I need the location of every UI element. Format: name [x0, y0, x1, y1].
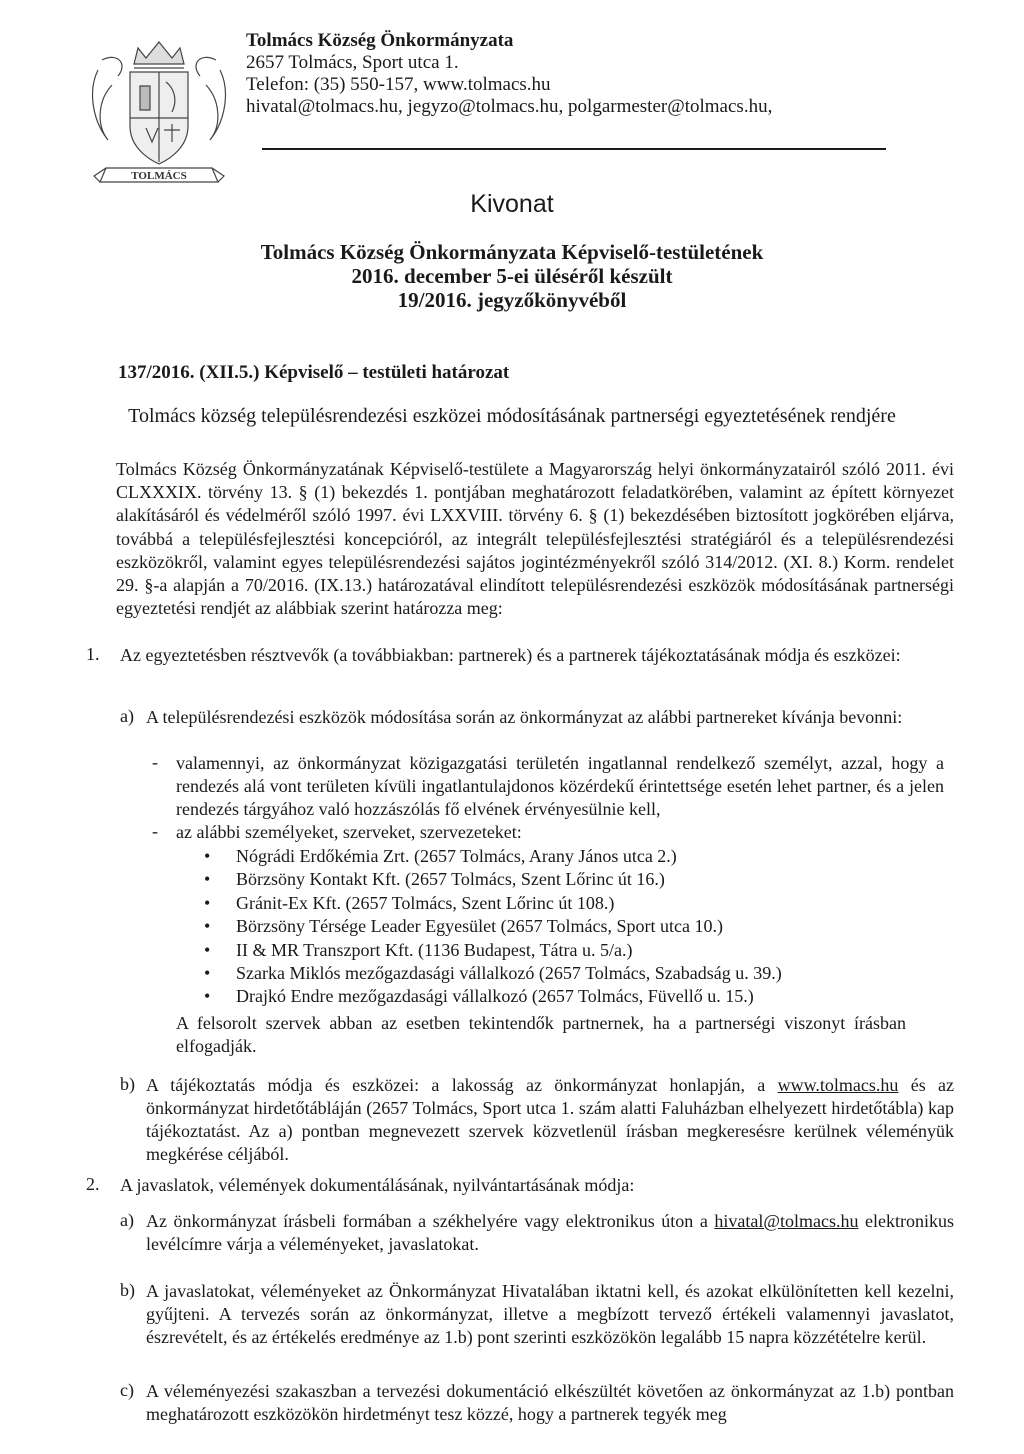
email-link[interactable]: hivatal@tolmacs.hu	[714, 1211, 859, 1231]
list-item: • Nógrádi Erdőkémia Zrt. (2657 Tolmács, Arany János utca 2.)	[204, 845, 782, 868]
partner-list-note: A felsorolt szervek abban az esetben tekintendők partnernek, ha a partnerségi viszonyt írásban elfogadják.	[176, 1013, 906, 1056]
coat-of-arms-image	[88, 30, 230, 195]
section-1b-pre: A tájékoztatás módja és eszközei: a lakosság az önkormányzat honlapján, a	[146, 1075, 778, 1095]
phone-web: Telefon: (35) 550-157, www.tolmacs.hu	[246, 74, 551, 95]
crest-banner-text: TOLMÁCS	[131, 170, 187, 182]
section-2b-text: A javaslatokat, véleményeket az Önkormányzat Hivatalában iktatni kell, és azokat elkülönítetten kell kezelni, gyűjteni. A tervezés során az önkormányzat, illetve a megbízott tervező értékeli valamennyi javaslatot, észrevételt, és az értékelés eredménye az 1.b) pont szerinti eszközökön legalább 15 napra közzétételre kerül.	[146, 1281, 954, 1347]
list-item: • Drajkó Endre mezőgazdasági vállalkozó (2657 Tolmács, Füvellő u. 15.)	[204, 985, 782, 1008]
section-1-number: 1.	[86, 644, 100, 664]
partner-list	[204, 845, 782, 1009]
section-2b-label: b)	[120, 1280, 135, 1300]
section-2c-text: A véleményezési szakaszban a tervezési dokumentáció elkészültét követően az önkormányzat az 1.b) pontban meghatározott eszközökön hirdetményt tesz közzé, hogy a partnerek tegyék meg	[146, 1381, 954, 1424]
document-title: Kivonat	[470, 190, 554, 218]
dash-marker-1: -	[152, 752, 158, 772]
website-link[interactable]: www.tolmacs.hu	[777, 1075, 899, 1095]
section-1a-text: A településrendezési eszközök módosítása során az önkormányzat az alábbi partnereket kívánja bevonni:	[146, 707, 903, 727]
resolution-subject: Tolmács község településrendezési eszközei módosításának partnerségi egyeztetésének rendjére	[128, 405, 896, 427]
subtitle-line-3: 19/2016. jegyzőkönyvéből	[397, 288, 627, 312]
section-1a-label: a)	[120, 706, 134, 726]
header-divider	[262, 148, 886, 150]
section-2a-label: a)	[120, 1210, 134, 1230]
section-1b-post: és az önkormányzat hirdetőtábláján (2657 Tolmács, Sport utca 1. szám alatti Faluházban elhelyezett hirdetőtábla) kap tájékoztatást. Az a) pontban megnevezett szervek közvetlenül írásban megkeresésre kerülnek véleményük megkérése céljából.	[146, 1075, 954, 1164]
list-item: • Szarka Miklós mezőgazdasági vállalkozó (2657 Tolmács, Szabadság u. 39.)	[204, 962, 782, 985]
list-item: • Börzsöny Kontakt Kft. (2657 Tolmács, Szent Lőrinc út 16.)	[204, 868, 782, 891]
section-2a-post: elektronikus levélcímre várja a véleményeket, javaslatokat.	[146, 1211, 955, 1254]
list-item: • Gránit-Ex Kft. (2657 Tolmács, Szent Lőrinc út 108.)	[204, 892, 782, 915]
section-2-number: 2.	[86, 1174, 100, 1194]
letterhead	[246, 30, 886, 118]
intro-paragraph: Tolmács Község Önkormányzatának Képviselő-testülete a Magyarország helyi önkormányzatairól szóló 2011. évi CLXXXIX. törvény 13. § (1) bekezdés 1. pontjában meghatározott feladatkörében, valamint az épített környezet alakításáról és védelméről szóló 1997. évi LXXVIII. törvény 6. § (1) bekezdésében biztosított jogkörében eljárva, továbbá a településfejlesztési koncepcióról, az integrált településfejlesztési stratégiáról és a településrendezési eszközökről, valamint egyes településrendezési sajátos jogintézményekről szóló 314/2012. (XI. 8.) Korm. rendelet 29. §-a alapján a 70/2016. (IX.13.) határozatával elindított településrendezési eszközök módosításának partnerségi egyeztetési rendjét az alábbiak szerint határozza meg:	[116, 459, 954, 619]
section-1a-dash-2: az alábbi személyeket, szerveket, szervezeteket:	[176, 822, 522, 842]
dash-marker-2: -	[152, 821, 158, 841]
section-2a-pre: Az önkormányzat írásbeli formában a székhelyére vagy elektronikus úton a	[146, 1211, 715, 1231]
list-item: • II & MR Transzport Kft. (1136 Budapest, Tátra u. 5/a.)	[204, 939, 782, 962]
section-1-text: Az egyeztetésben résztvevők (a továbbiakban: partnerek) és a partnerek tájékoztatásának módja és eszközei:	[120, 645, 901, 665]
section-2-text: A javaslatok, vélemények dokumentálásának, nyilvántartásának módja:	[120, 1175, 635, 1195]
organization-name: Tolmács Község Önkormányzata	[246, 30, 514, 51]
section-1b-text	[146, 1074, 954, 1166]
subtitle-line-2: 2016. december 5-ei üléséről készült	[351, 264, 673, 288]
document-subtitle	[0, 240, 1024, 312]
section-2c-label: c)	[120, 1380, 134, 1400]
section-2a-text	[146, 1210, 954, 1256]
list-item: • Börzsöny Térsége Leader Egyesület (2657 Tolmács, Sport utca 10.)	[204, 915, 782, 938]
email-addresses: hivatal@tolmacs.hu, jegyzo@tolmacs.hu, polgarmester@tolmacs.hu,	[246, 96, 773, 117]
address: 2657 Tolmács, Sport utca 1.	[246, 52, 459, 73]
section-1b-label: b)	[120, 1074, 135, 1094]
subtitle-line-1: Tolmács Község Önkormányzata Képviselő-testületének	[260, 240, 764, 264]
section-1a-dash-1: valamennyi, az önkormányzat közigazgatási területén ingatlannal rendelkező személyt, azzal, hogy a rendezés alá vont területen kívüli ingatlantulajdonos közérdekű érintettsége esetén lehet partner, és a jelen rendezés tárgyához való hozzászólás fő elvének érvényesülnie kell,	[176, 753, 944, 819]
resolution-number: 137/2016. (XII.5.) Képviselő – testületi határozat	[118, 362, 510, 383]
